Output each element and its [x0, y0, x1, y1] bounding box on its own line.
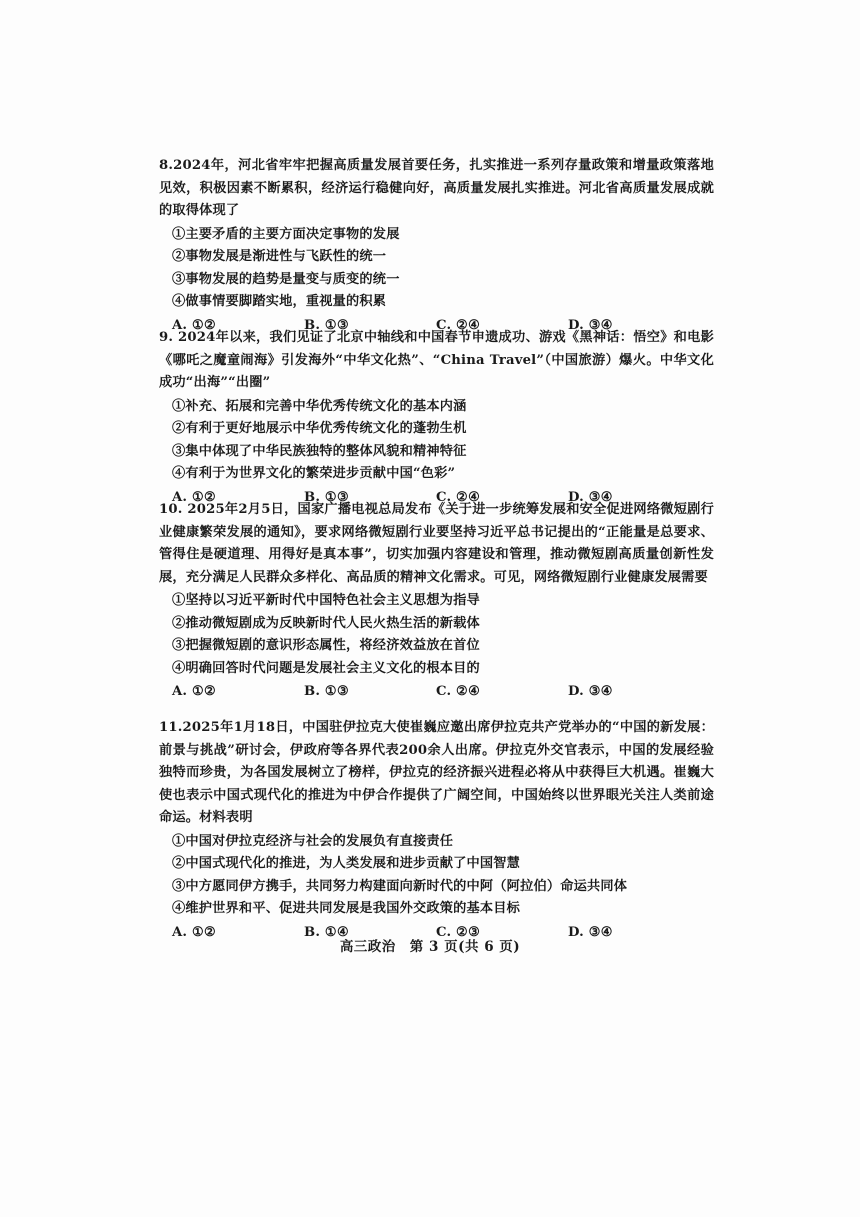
answer-a: A. ①② [172, 317, 217, 333]
question-stem: 11.2025年1月18日，中国驻伊拉克大使崔巍应邀出席伊拉克共产党举办的“中国的新发展：前景与挑战”研讨会，伊政府等各界代表200余人出席。伊拉克外交官表示，中国的发展经验独特而珍贵，为各国发展树立了榜样，伊拉克的经济振兴进程必将从中获得巨大机遇。崔巍大使也表示中国式现代化的推进为中伊合作提供了广阔空间，中国始终以世界眼光关注人类前途命运。材料表明 [159, 720, 714, 825]
answer-d: D. ③④ [568, 924, 613, 940]
option-3: ③把握微短剧的意识形态属性，将经济效益放在首位 [172, 638, 480, 653]
question-stem: 8.2024年，河北省牢牢把握高质量发展首要任务，扎实推进一系列存量政策和增量政策落地见效，积极因素不断累积，经济运行稳健向好，高质量发展扎实推进。河北省高质量发展成就的取得体现了 [159, 158, 714, 218]
option-1: ①中国对伊拉克经济与社会的发展负有直接责任 [172, 833, 454, 849]
option-4: ④明确回答时代问题是发展社会主义文化的根本目的 [172, 660, 480, 676]
answer-c: C. ②④ [436, 684, 481, 699]
option-4: ④做事情要脚踏实地，重视量的积累 [172, 294, 387, 309]
answer-choices [159, 681, 714, 704]
option-1: ①主要矛盾的主要方面决定事物的发展 [172, 226, 400, 242]
answer-a: A. ①② [172, 924, 217, 940]
question-stem: 9. 2024年以来，我们见证了北京中轴线和中国春节申遗成功、游戏《黑神话：悟空》和电影《哪吒之魔童闹海》引发海外“中华文化热”、“China Travel”（中国旅游）爆火。中华文化成功“出海”“出圈” [159, 330, 714, 390]
page-footer: 高三政治 第 3 页(共 6 页) [339, 939, 521, 955]
answer-d: D. ③④ [568, 489, 613, 505]
question-10 [159, 499, 714, 704]
question-stem: 10. 2025年2月5日，国家广播电视总局发布《关于进一步统筹发展和安全促进网络微短剧行业健康繁荣发展的通知》，要求网络微短剧行业要坚持习近平总书记提出的“正能量是总要求、管得住是硬道理、用得好是真本事”，切实加强内容建设和管理，推动微短剧高质量创新性发展，充分满足人民群众多样化、高品质的精神文化需求。可见，网络微短剧行业健康发展需要 [159, 502, 714, 585]
option-3: ③中方愿同伊方携手，共同努力构建面向新时代的中阿（阿拉伯）命运共同体 [172, 878, 628, 894]
answer-c: C. ②③ [436, 924, 481, 940]
answer-c: C. ②④ [436, 317, 481, 333]
option-2: ②中国式现代化的推进，为人类发展和进步贡献了中国智慧 [172, 856, 521, 871]
option-3: ③事物发展的趋势是量变与质变的统一 [172, 271, 400, 287]
answer-b: B. ①④ [304, 924, 349, 940]
answer-a: A. ①② [172, 684, 217, 699]
answer-d: D. ③④ [568, 684, 613, 699]
answer-a: A. ①② [172, 489, 217, 505]
option-2: ②有利于更好地展示中华优秀传统文化的蓬勃生机 [172, 421, 467, 436]
option-1: ①补充、拓展和完善中华优秀传统文化的基本内涵 [172, 398, 467, 414]
option-2: ②推动微短剧成为反映新时代人民火热生活的新载体 [172, 615, 480, 631]
question-9 [159, 327, 714, 509]
answer-d: D. ③④ [568, 317, 613, 333]
option-4: ④有利于为世界文化的繁荣进步贡献中国“色彩” [172, 466, 456, 481]
answer-b: B. ①③ [304, 684, 349, 699]
question-8 [159, 155, 714, 337]
option-1: ①坚持以习近平新时代中国特色社会主义思想为指导 [172, 593, 480, 608]
option-4: ④维护世界和平、促进共同发展是我国外交政策的基本目标 [172, 901, 521, 916]
question-11 [159, 717, 714, 944]
answer-b: B. ①③ [304, 317, 349, 333]
option-3: ③集中体现了中华民族独特的整体风貌和精神特征 [172, 443, 467, 459]
answer-b: B. ①③ [304, 489, 349, 505]
answer-c: C. ②④ [436, 489, 481, 505]
option-2: ②事物发展是渐进性与飞跃性的统一 [172, 249, 387, 264]
